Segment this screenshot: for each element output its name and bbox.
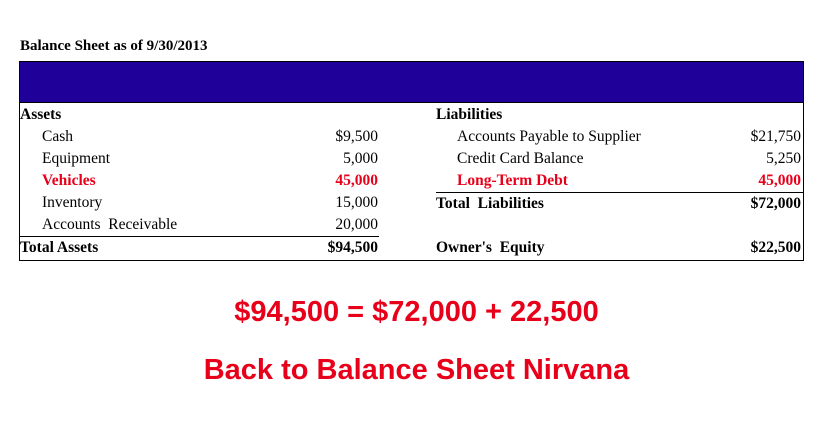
asset-value: $9,500	[335, 128, 378, 145]
asset-label: Cash	[42, 128, 73, 145]
asset-value: 45,000	[335, 172, 378, 189]
total-assets-value: $94,500	[327, 239, 378, 256]
asset-label: Equipment	[42, 150, 111, 167]
liability-label: Credit Card Balance	[457, 150, 584, 167]
asset-value: 15,000	[335, 194, 378, 211]
liability-label: Accounts Payable to Supplier	[457, 128, 641, 145]
liability-label: Long-Term Debt	[457, 172, 568, 189]
tagline: Back to Balance Sheet Nirvana	[203, 354, 630, 386]
assets-heading: Assets	[20, 106, 62, 123]
owners-equity-label: Owner's Equity	[436, 239, 545, 256]
total-liabilities-value: $72,000	[750, 195, 801, 212]
asset-label: Inventory	[42, 194, 103, 211]
total-liabilities-label: Total Liabilities	[436, 195, 544, 212]
total-assets-label: Total Assets	[20, 239, 99, 256]
liability-value: 5,250	[766, 150, 801, 167]
asset-label: Vehicles	[42, 172, 96, 189]
balance-sheet-title: Balance Sheet as of 9/30/2013	[20, 38, 208, 54]
liability-value: $21,750	[750, 128, 801, 145]
accounting-equation: $94,500 = $72,000 + 22,500	[234, 296, 599, 328]
asset-value: 20,000	[335, 216, 378, 233]
liability-value: 45,000	[758, 172, 801, 189]
header-band	[19, 61, 804, 103]
asset-value: 5,000	[343, 150, 378, 167]
liabilities-heading: Liabilities	[436, 106, 503, 123]
balance-sheet-table	[19, 103, 804, 261]
owners-equity-value: $22,500	[750, 239, 801, 256]
asset-label: Accounts Receivable	[42, 216, 178, 233]
